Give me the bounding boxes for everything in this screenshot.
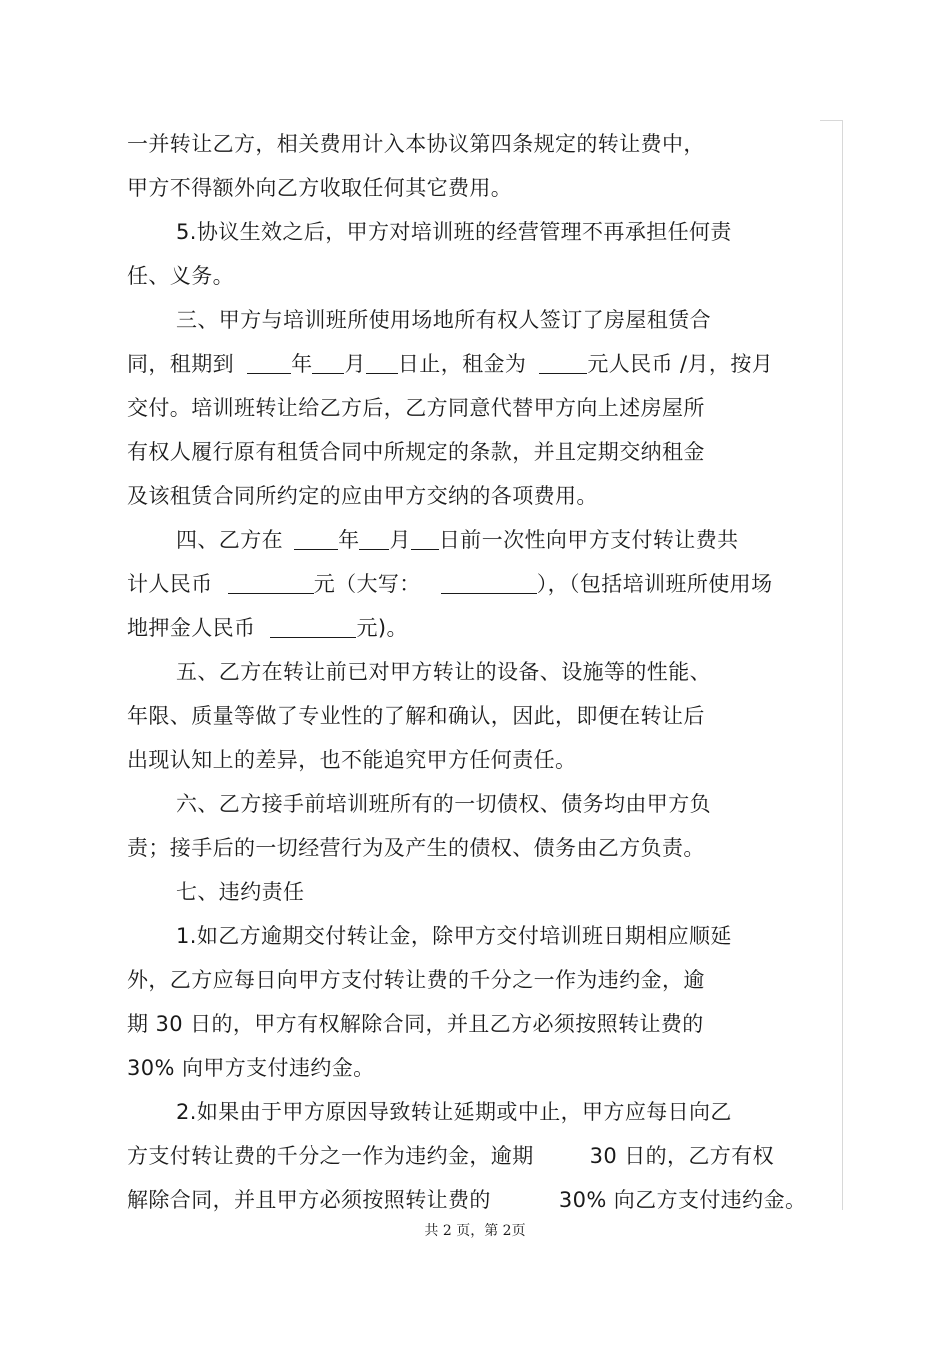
text-segment: 年: [291, 352, 313, 376]
page-footer: 共 2 页，第 2页: [424, 1223, 526, 1239]
text-line: 一并转让乙方，相关费用计入本协议第四条规定的转让费中，: [127, 132, 705, 156]
text-line: 期 30 日的，甲方有权解除合同，并且乙方必须按照转让费的: [127, 1012, 704, 1036]
text-line: 30% 向甲方支付违约金。: [127, 1056, 375, 1080]
text-segment: 同，租期到: [127, 352, 242, 376]
fill-blank: [411, 529, 439, 550]
fill-blank: [247, 353, 291, 374]
text-segment: 日止，租金为: [397, 352, 534, 376]
text-segment: 计人民币: [127, 572, 220, 596]
text-line: 5.协议生效之后，甲方对培训班的经营管理不再承担任何责: [176, 220, 732, 244]
text-line-with-blanks: [127, 615, 408, 641]
text-line: 甲方不得额外向乙方收取任何其它费用。: [127, 176, 513, 200]
text-segment: 地押金人民币: [127, 616, 263, 640]
text-segment: 四、乙方在: [176, 528, 291, 552]
fill-blank: [228, 573, 314, 594]
text-segment: 年: [338, 528, 360, 552]
text-segment: ），（包括培训班所使用场: [536, 572, 773, 596]
text-segment: 方支付转让费的千分之一作为违约金，逾期: [127, 1144, 534, 1168]
text-segment: 月: [344, 352, 366, 376]
text-segment: 元)。: [356, 616, 408, 640]
page-border-right: [842, 120, 843, 1210]
text-line-with-blanks: [127, 351, 773, 377]
fill-blank: [539, 353, 587, 374]
text-segment: 30 日的，乙方有权: [589, 1144, 775, 1168]
text-line: 外，乙方应每日向甲方支付转让费的千分之一作为违约金，逾: [127, 968, 705, 992]
fill-blank: [312, 353, 344, 374]
fill-blank: [270, 617, 356, 638]
text-line: 年限、质量等做了专业性的了解和确认，因此，即便在转让后: [127, 704, 705, 728]
text-line: 三、甲方与培训班所使用场地所有权人签订了房屋租赁合: [176, 308, 711, 332]
text-line: 六、乙方接手前培训班所有的一切债权、债务均由甲方负: [176, 792, 711, 816]
text-segment: 日前一次性向甲方支付转让费共: [438, 528, 739, 552]
text-line: 2.如果由于甲方原因导致转让延期或中止，甲方应每日向乙: [176, 1100, 732, 1124]
text-line: 及该租赁合同所约定的应由甲方交纳的各项费用。: [127, 484, 598, 508]
fill-blank: [359, 529, 389, 550]
text-line: 出现认知上的差异，也不能追究甲方任何责任。: [127, 748, 577, 772]
text-line: 1.如乙方逾期交付转让金，除甲方交付培训班日期相应顺延: [176, 924, 732, 948]
text-segment: 月: [389, 528, 411, 552]
fill-blank: [366, 353, 398, 374]
text-line: 任、义务。: [127, 264, 234, 288]
fill-blank: [294, 529, 338, 550]
page-border-top: [820, 120, 843, 121]
text-line-with-blanks: [176, 527, 739, 553]
text-segment: 30% 向乙方支付违约金。: [558, 1188, 807, 1212]
text-segment: 元人民币 /月，按月: [587, 352, 774, 376]
text-line-with-blanks: [127, 571, 773, 597]
text-line: 交付。培训班转让给乙方后，乙方同意代替甲方向上述房屋所: [127, 396, 705, 420]
fill-blank: [441, 573, 537, 594]
text-line: 五、乙方在转让前已对甲方转让的设备、设施等的性能、: [176, 660, 711, 684]
text-segment: 解除合同，并且甲方必须按照转让费的: [127, 1188, 491, 1212]
text-line: 责；接手后的一切经营行为及产生的债权、债务由乙方负责。: [127, 836, 705, 860]
section-heading: 七、违约责任: [176, 880, 305, 904]
text-line: [127, 1143, 774, 1169]
text-segment: 元（大写：: [313, 572, 421, 596]
text-line: 有权人履行原有租赁合同中所规定的条款，并且定期交纳租金: [127, 440, 705, 464]
text-line: [127, 1187, 806, 1213]
